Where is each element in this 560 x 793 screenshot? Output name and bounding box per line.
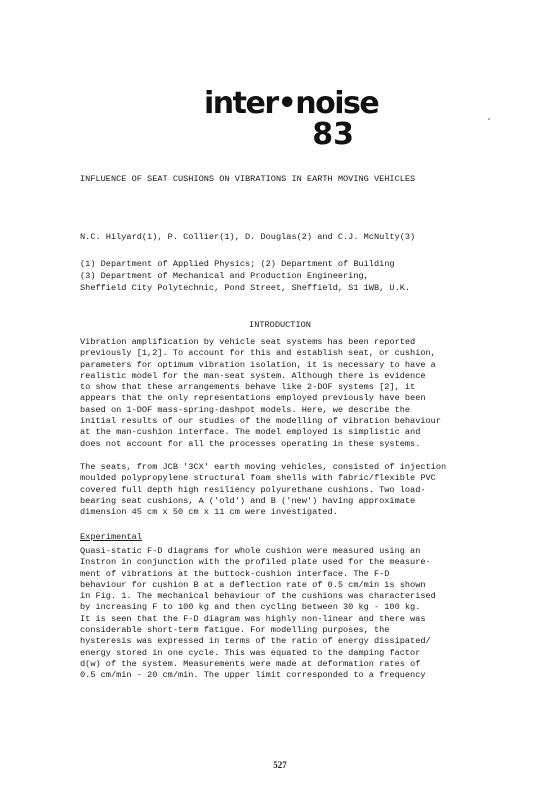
paragraph-line: 0.5 cm/min - 20 cm/min. The upper limit corresponded to a frequency: [80, 670, 426, 681]
logo-year: 83: [312, 117, 354, 152]
paragraph-line: realistic model for the man-seat system. Although there is evidence: [80, 370, 426, 381]
paragraph-line: d(w) of the system. Measurements were made at deformation rates of: [80, 658, 421, 669]
paragraph-line: appears that the only representations employed previously have been: [80, 393, 426, 404]
paper-title: INFLUENCE OF SEAT CUSHIONS ON VIBRATIONS IN EARTH MOVING VEHICLES: [80, 174, 416, 184]
paragraph-line: parameters for optimum vibration isolation, it is necessary to have a: [80, 359, 436, 370]
paragraph-line: The seats, from JCB '3CX' earth moving vehicles, consisted of injection: [80, 462, 447, 472]
paragraph-line: behaviour for cushion B at a deflection rate of 0.5 cm/min is shown: [80, 579, 426, 590]
scan-speck: [488, 118, 490, 120]
affiliation-line: Sheffield City Polytechnic, Pond Street, Sheffield, S1 1WB, U.K.: [80, 283, 411, 293]
experimental-paragraph: [80, 546, 436, 682]
paragraph-line: Quasi-static F-D diagrams for whole cushion were measured using an: [80, 546, 421, 556]
author-list: N.C. Hilyard(1), P. Collier(1), D. Douglas(2) and C.J. McNulty(3): [80, 232, 416, 242]
paragraph-line: hysteresis was expressed in terms of the ratio of energy dissipated/: [80, 636, 431, 647]
logo-wordmark: inter•noise: [204, 86, 379, 121]
paragraph-line: dimension 45 cm x 50 cm x 11 cm were investigated.: [80, 507, 338, 518]
intro-paragraph-1: [80, 337, 441, 450]
paragraph-line: at the man-cushion interface. The model employed is simplistic and: [80, 427, 421, 438]
paragraph-line: in Fig. 1. The mechanical behaviour of the cushions was characterised: [80, 591, 436, 602]
paragraph-line: to show that these arrangements behave like 2-DOF systems [2], it: [80, 382, 416, 393]
paragraph-line: covered full depth high resiliency polyurethane cushions. Two load-: [80, 484, 426, 495]
paragraph-line: does not account for all the processes operating in these systems.: [80, 438, 421, 449]
affiliation-line: (1) Department of Applied Physics; (2) Department of Building: [80, 259, 395, 269]
paragraph-line: previously [1,2]. To account for this and establish seat, or cushion,: [80, 348, 436, 359]
subheading-experimental: Experimental: [80, 532, 142, 542]
paragraph-line: based on 1-DOF mass-spring-dashpot models. Here, we describe the: [80, 404, 411, 415]
paragraph-line: It is seen that the F-D diagram was highly non-linear and there was: [80, 613, 426, 624]
paragraph-line: ment of vibrations at the buttock-cushion interface. The F-D: [80, 568, 390, 579]
affiliation-line: (3) Department of Mechanical and Production Engineering,: [80, 271, 369, 281]
page-number: 527: [273, 760, 287, 770]
paragraph-line: initial results of our studies of the modelling of vibration behaviour: [80, 416, 441, 427]
affiliations: [80, 258, 410, 294]
paragraph-line: considerable short-term fatigue. For modelling purposes, the: [80, 625, 390, 636]
paragraph-line: energy stored in one cycle. This was equated to the damping factor: [80, 647, 421, 658]
conference-logo: [204, 86, 379, 152]
paragraph-line: Vibration amplification by vehicle seat systems has been reported: [80, 337, 416, 347]
paragraph-line: by increasing F to 100 kg and then cycling between 30 kg - 100 kg.: [80, 602, 421, 613]
paragraph-line: Instron in conjunction with the profiled plate used for the measure-: [80, 557, 431, 568]
section-heading-introduction: INTRODUCTION: [249, 320, 311, 330]
paragraph-line: moulded polypropylene structural foam shells with fabric/flexible PVC: [80, 473, 436, 484]
paragraph-line: bearing seat cushions, A ('old') and B ('new') having approximate: [80, 495, 416, 506]
intro-paragraph-2: [80, 462, 446, 518]
